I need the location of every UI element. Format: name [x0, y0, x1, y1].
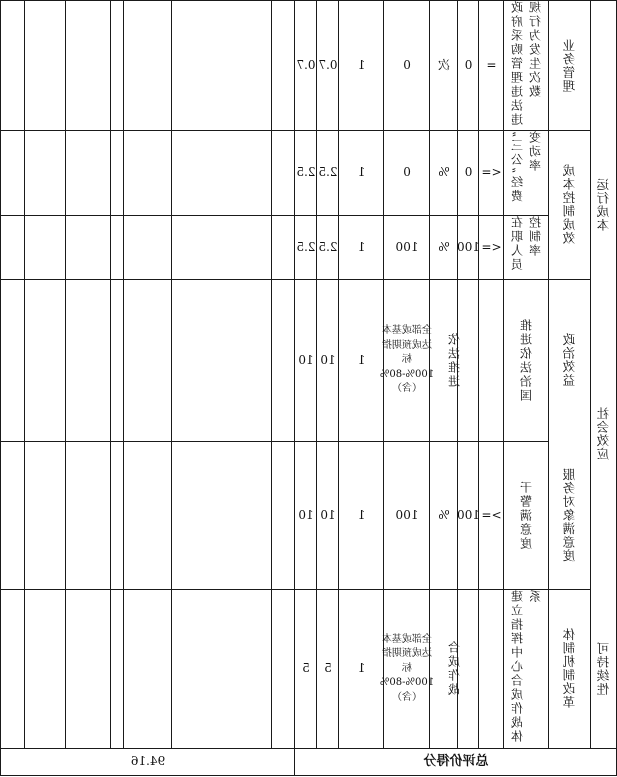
column-divider [123, 0, 124, 748]
target-cell: 0 [464, 165, 473, 180]
total-score-value: 94.16 [130, 754, 166, 769]
unit-cell: % [438, 507, 450, 522]
target-cell: 合成作战 [447, 641, 462, 697]
actual-cell: 100 [395, 507, 419, 522]
unit-cell: % [438, 165, 450, 180]
indicator-cell: 政府采购管理违法违规行为发生次数 [510, 1, 543, 127]
operator-cell [479, 280, 504, 441]
indicator-cell: 在职人员控制率 [510, 216, 543, 272]
column-divider [271, 0, 272, 748]
score-cell: 10 [298, 507, 314, 522]
score-cell: 10 [298, 352, 314, 367]
score-cell: 0.7 [296, 57, 316, 72]
rate-cell: 1 [357, 352, 366, 367]
weight-cell: 2.5 [318, 165, 338, 180]
actual-cell: 0 [403, 165, 411, 180]
indicator-cell: 推进依法治国 [519, 318, 534, 403]
unit-cell: 次 [438, 57, 451, 72]
target-cell: 依法推进 [447, 332, 462, 389]
rate-cell: 1 [357, 165, 366, 180]
actual-cell: 全部或基本达成预期指标100%-80%（含） [379, 633, 435, 703]
column-divider [110, 0, 111, 748]
total-score-label: 总评价得分 [423, 753, 489, 769]
weight-cell: 10 [320, 507, 336, 522]
weight-cell: 2.5 [318, 239, 338, 254]
target-cell: 100 [457, 507, 480, 522]
column-divider [24, 0, 25, 748]
level2-cell: 成本控制成效 [561, 164, 577, 245]
level1-cell: 运行成本 [595, 177, 611, 232]
rate-cell: 1 [357, 57, 366, 72]
level1-cell: 社会效应 [595, 407, 611, 461]
level2-cell: 业务管理 [561, 38, 577, 93]
rate-cell: 1 [357, 239, 366, 254]
level1-cell: 可持续性 [595, 641, 611, 696]
indicator-cell: 干警满意度 [519, 480, 534, 551]
operator-cell: >= [481, 507, 502, 522]
target-cell: 100 [457, 239, 480, 254]
actual-cell: 全部或基本达成预期指标100%-80%（含） [379, 325, 435, 395]
target-cell: 0 [464, 57, 473, 72]
table-border-bottom [0, 775, 617, 776]
weight-cell: 5 [324, 661, 332, 676]
actual-cell: 0 [403, 57, 411, 72]
table-border-right [0, 0, 1, 776]
operator-cell: = [486, 57, 497, 72]
operator-cell: <= [481, 239, 502, 254]
rate-cell: 1 [357, 661, 366, 676]
indicator-cell: 建立指挥中心合成作战体系 [510, 590, 543, 744]
level2-cell: 服务对象满意度 [561, 467, 577, 563]
weight-cell: 10 [320, 352, 336, 367]
operator-cell [479, 590, 504, 748]
score-cell: 5 [302, 661, 310, 676]
column-divider [171, 0, 172, 748]
actual-cell: 100 [395, 239, 419, 254]
rate-cell: 1 [357, 507, 366, 522]
score-cell: 2.5 [296, 239, 316, 254]
indicator-cell: “三公”经费变动率 [510, 131, 543, 204]
level2-cell: 体制机制改革 [561, 628, 577, 709]
level2-cell: 政治效益 [561, 333, 577, 387]
score-cell: 2.5 [296, 165, 316, 180]
weight-cell: 0.7 [318, 57, 338, 72]
column-divider [65, 0, 66, 748]
unit-cell: % [438, 239, 450, 254]
operator-cell: <= [481, 165, 502, 180]
